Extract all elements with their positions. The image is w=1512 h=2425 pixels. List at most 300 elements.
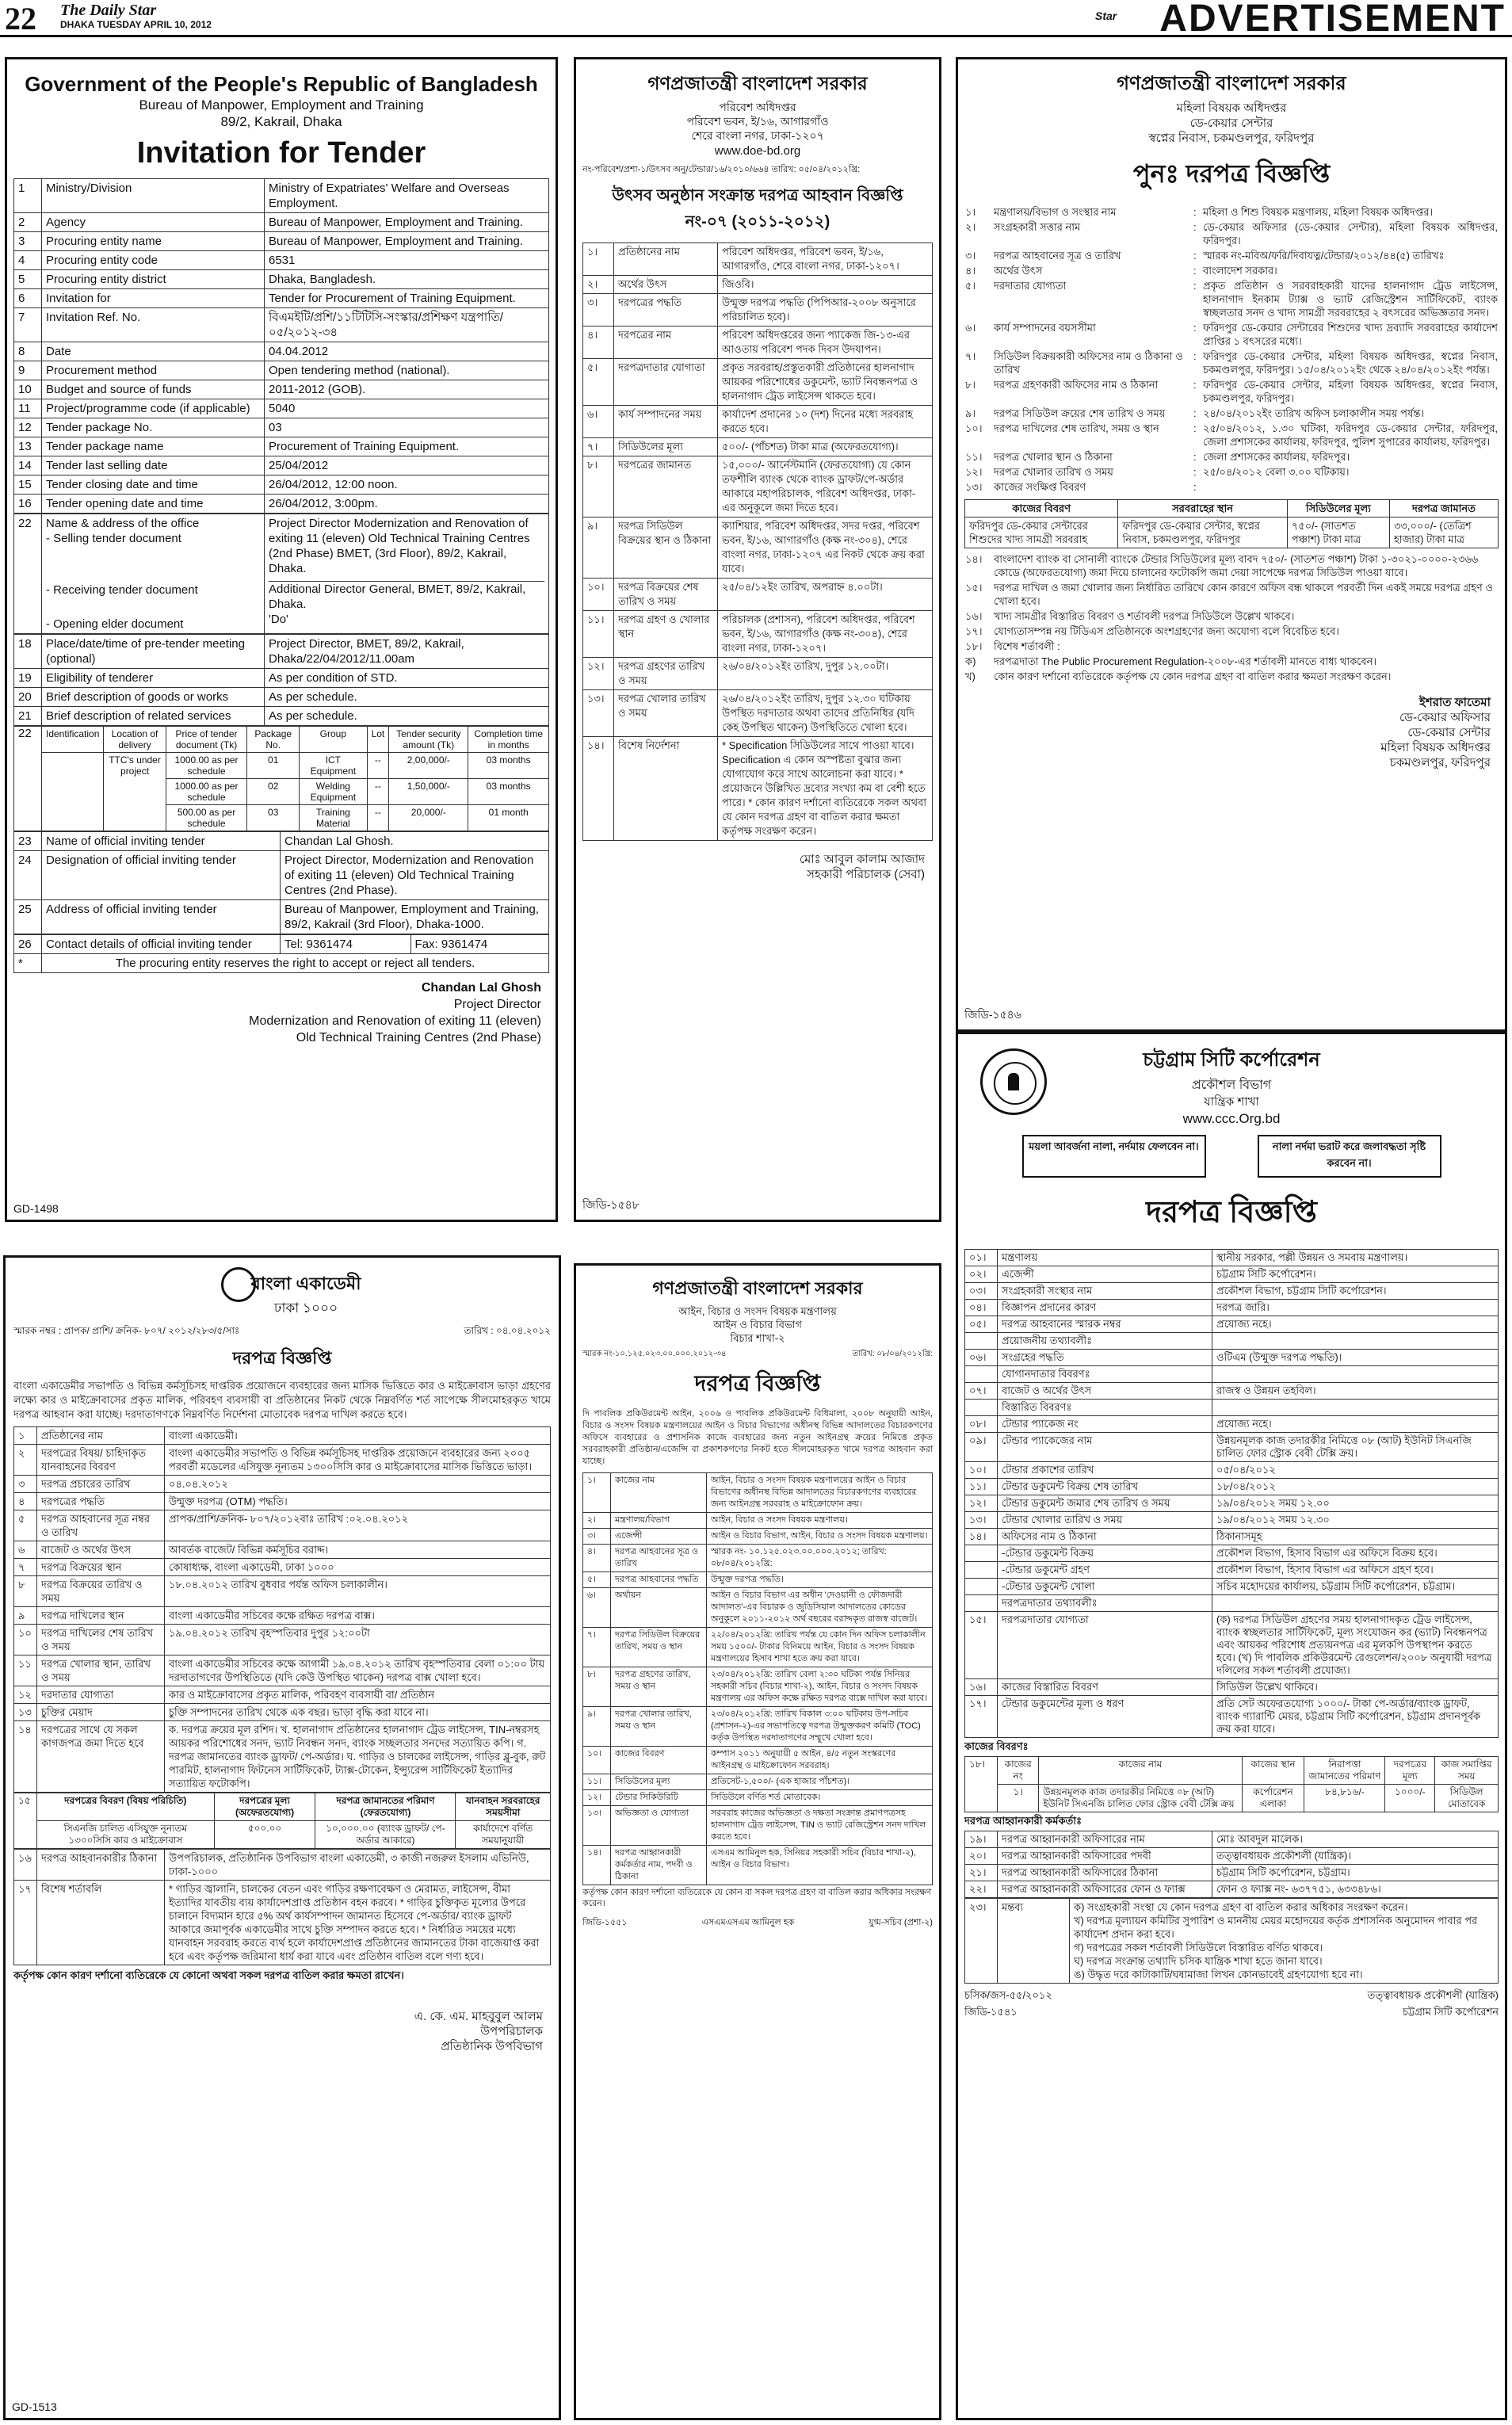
- daycare-title: গণপ্রজাতন্ত্রী বাংলাদেশ সরকার: [1117, 73, 1346, 94]
- row-value: উপপরিচালক, প্রতিষ্ঠানিক উপবিভাগ বাংলা একাডেমী, ৩ কাজী নজরুল ইসলাম এভিনিউ, ঢাকা-১০০০: [165, 1850, 551, 1881]
- table-row: [14, 635, 549, 669]
- sig-line: এ. কে. এম. মাহবুবুল আলম: [414, 2010, 543, 2023]
- row-number: ৪।: [583, 1545, 611, 1572]
- table-row: [965, 1366, 1499, 1383]
- law-line3: বিচার শাখা-২: [730, 1332, 785, 1344]
- row-value: 26/04/2012, 12:00 noon.: [265, 475, 549, 495]
- doe-heading-2: নং-০৭ (২০১১-২০১২): [685, 213, 830, 231]
- row-value: সিডিউলে বর্ণিত শর্ত মোতাবেক।: [707, 1790, 933, 1806]
- item-value: মহিলা ও শিশু বিষয়ক মন্ত্রণালয়, মহিলা বিষয়ক অধিদপ্তর।: [1203, 206, 1434, 218]
- row-value: বাংলা একাডেমীর সভাপতি ও বিভিন্ন কর্মসূচিসহ দাপ্তরিক প্রয়োজনে ব্যবহারের জন্য ২০০৫ পরবর্তী মডেলের এসিযুক্ত নূন্যতম ১৩০০সিসি কার ও মাইক্রোবাসের মাসিক ভিত্তিতে ভাড়া।: [165, 1445, 551, 1476]
- academy-date: তারিখ : ০৪.০৪.২০১২: [464, 1325, 551, 1336]
- table-row: [14, 1445, 551, 1476]
- ad-law-ministry: [574, 1263, 941, 2420]
- item-value: ফরিদপুর ডে-কেয়ার সেন্টার, মহিলা বিষয়ক অধিদপ্তর, স্বপ্নের নিবাস, চকমণ্ডলপুর, ফরিদপুর।: [1203, 379, 1498, 404]
- row-number: 5: [14, 270, 42, 289]
- sig-line: ডে-কেয়ার অফিসার: [1399, 711, 1491, 724]
- row-number: 7: [14, 308, 42, 342]
- doe-line2: পরিবেশ ভবন, ই/১৬, আগারগাঁও: [686, 115, 829, 128]
- row-number: ৯।: [583, 1707, 611, 1747]
- row-key: Tender closing date and time: [42, 475, 265, 495]
- item-number: ১২।: [965, 466, 983, 478]
- row-key: বিস্তারিত বিবরণঃ: [998, 1400, 1212, 1416]
- table-row: [583, 579, 933, 611]
- row-key: দরপত্র আহ্বানকারী কর্মকর্তার নাম, পদবী ও ঠিকানা: [611, 1846, 707, 1885]
- note-star: *: [14, 954, 42, 973]
- row-value: ২৫/০৪/১২ইং তারিখ, অপরাহ্ন ৪.০০টা।: [718, 579, 933, 611]
- row-number: 19: [14, 669, 42, 688]
- row-number: ৭।: [583, 438, 614, 456]
- item-value: ২৫/০৪/২০১২ বেলা ৩.০০ ঘটিকায়।: [1203, 466, 1350, 478]
- table-row: [965, 1462, 1499, 1479]
- table-row: [965, 1250, 1499, 1266]
- item-key: দরপত্র খোলার তারিখ ও সময়: [994, 466, 1113, 478]
- row-number: ০৫।: [965, 1316, 998, 1333]
- row-22-pkg: 03: [247, 805, 300, 831]
- ad-doe-tender: [574, 57, 941, 1222]
- item-value: ফরিদপুর ডে-কেয়ার সেন্টার, মহিলা বিষয়ক অধিদপ্তর, স্বপ্নের নিবাস, চকমণ্ডলপুর, ফরিদপুর। ১৫/০৪/২০১২ইং থেকে ২৪/০৪/২০১২ইং পর্যন্ত।: [1203, 350, 1498, 376]
- page-number: 22: [5, 1, 36, 36]
- row-key: Tender package No.: [42, 418, 265, 437]
- ccc-line2: যান্ত্রিক শাখা: [1204, 1095, 1259, 1109]
- item-number: ১০।: [965, 422, 983, 434]
- row-value: চট্টগ্রাম সিটি কর্পোরেশন, চট্টগ্রাম।: [1212, 1865, 1499, 1881]
- section-title: ADVERTISEMENT: [1159, 0, 1506, 40]
- row-15-head: দরপত্র জামানতের পরিমাণ (ফেরতযোগ্য): [315, 1793, 456, 1821]
- table-row: [14, 1541, 551, 1559]
- ccc-officer-table: [964, 1831, 1499, 1898]
- law-title: গণপ্রজাতন্ত্রী বাংলাদেশ সরকার: [652, 1278, 863, 1298]
- row-number: ৭।: [583, 1628, 611, 1667]
- row-key: টেন্ডার ডকুমেন্ট জমার শেষ তারিখ ও সময়: [998, 1495, 1212, 1512]
- row-number: ৮: [14, 1576, 37, 1607]
- row-value: উন্নয়নমূলক কাজ তদারকীর নিমিত্তে ০৮ (আট) ইউনিট সিএনজি চালিত ফোর স্ট্রোক বেবী টেক্সি ক্রয়।: [1212, 1433, 1499, 1462]
- table-row: [14, 1493, 551, 1510]
- row-key: দরপত্র গ্রহণের তারিখ, সময় ও স্থান: [611, 1667, 707, 1707]
- row-22-lot: --: [367, 779, 389, 805]
- row-22-price: 1000.00 as per schedule: [166, 779, 247, 805]
- law-gd: জিডি-১৫৫১: [582, 1918, 628, 1927]
- price-cell: ৩৩,০০০/- (তেত্রিশ হাজার) টাকা মাত্র: [1389, 517, 1498, 548]
- row-value: Bureau of Manpower, Employment and Training.: [265, 232, 549, 251]
- table-row: [14, 418, 549, 437]
- row-22-head: Identification: [42, 727, 104, 753]
- row-value: প্রযোজ্য নহে।: [1212, 1316, 1499, 1333]
- table-row: [14, 1510, 551, 1541]
- row-number: ১৪।: [583, 737, 614, 841]
- row-key: Place/date/time of pre-tender meeting (optional): [42, 635, 265, 669]
- row-value: Bureau of Manpower, Employment and Training.: [265, 213, 549, 232]
- ccc-title: চট্টগ্রাম সিটি কর্পোরেশন: [1143, 1049, 1320, 1071]
- row-value: ফোন ও ফ্যাক্স নং- ৬৩৭৭৫১, ৬৩৩৪৮৬।: [1212, 1881, 1499, 1898]
- table-row: [965, 1283, 1499, 1300]
- row-key: দরপত্র খোলার তারিখ, সময় ও স্থান: [611, 1707, 707, 1747]
- row-number: ৬।: [583, 1588, 611, 1628]
- row-number: [965, 1579, 998, 1595]
- list-item: ৬। কার্য সম্পাদনের বয়সসীমা : ফরিদপুর ডে-কেয়ার সেন্টারের শিশুদের খাদ্য দ্রব্যাদি সরবরাহের কার্যাদেশ প্রাপ্তির ১ বৎসরের মধ্যে।: [965, 322, 1498, 347]
- price-head: কাজের বিবরণ: [965, 500, 1118, 517]
- note-number: ১৮।: [965, 640, 983, 652]
- table-row: [965, 1579, 1499, 1595]
- list-item: ২। সংগ্রহকারী সত্তার নাম : ডে-কেয়ার অফিসার (ডে-কেয়ার সেন্টার), মহিলা বিষয়ক অধিদপ্তর, ফরিদপুর।: [965, 221, 1498, 246]
- row-key: অভিজ্ঞতা ও যোগ্যতা: [611, 1806, 707, 1846]
- row-key: প্রতিষ্ঠানের নাম: [37, 1427, 165, 1445]
- row-value: ১৯/০৪/২০১২ সময় ১২.৩০: [1212, 1512, 1499, 1529]
- row-value: প্রকৃত সরবরাহ/প্রস্তুতকারী প্রতিষ্ঠানের হালনাগাদ আয়কর পরিশোধের ডকুমেন্ট, ভ্যাট নিবন্ধনপত্র ও হালনাগাদ ট্রেড লাইসেন্স থাকতে হবে।: [718, 359, 933, 406]
- table-row: [583, 294, 933, 327]
- item-key: সিডিউল বিক্রয়কারী অফিসের নাম ও ঠিকানা ও তারিখ: [994, 350, 1183, 376]
- row-value: As per schedule.: [265, 707, 549, 726]
- row-key: দরপত্রের বিষয়/ চাহিদাকৃত যানবাহনের বিবরণ: [37, 1445, 165, 1476]
- table-row: [14, 1607, 551, 1625]
- note-text: খাদ্য সামগ্রীর বিস্তারিত বিবরণ ও শর্তাবলী দরপত্র সিডিউলে উল্লেখ থাকবে।: [994, 610, 1295, 622]
- table-row: [14, 342, 549, 361]
- star-logo: Star: [1095, 10, 1117, 22]
- row-number: ২।: [583, 1513, 611, 1529]
- issue-date: DHAKA TUESDAY APRIL 10, 2012: [60, 19, 212, 30]
- row-number: ০৬।: [965, 1350, 998, 1366]
- item-number: ৭।: [965, 350, 976, 362]
- list-item: ৪। অর্থের উৎস : বাংলাদেশ সরকার।: [964, 263, 1499, 278]
- law-table: [582, 1472, 933, 1885]
- row-number: ১: [14, 1427, 37, 1445]
- row-number: ৩।: [583, 294, 614, 327]
- row-key: প্রতিষ্ঠানের নাম: [614, 243, 718, 276]
- law-intro: দি পাবলিক প্রকিউরমেন্ট আইন, ২০০৬ ও পাবলিক প্রকিউরমেন্ট বিধিমালা, ২০০৮ অনুযায়ী আইন, বিচার ও সংসদ বিষয়ক মন্ত্রণালয়ের আইন ও বিচার বিভাগের অধীনস্থ বিভিন্ন আদালতের বিচারকগণের অফিসে ব্যবহারের ও প্রশাসনিক কাজে ব্যবহারের জন্য নতুন আইনগ্রন্থ ক্রয়ের নিমিত্তে প্রকৃত সরবরাহকারী প্রতিষ্ঠান/এজেন্সি বা প্রকাশকগণের নিকট হতে সীলমোহরকৃত খামে দরপত্র আহবান করা যাচ্ছে।: [582, 1409, 933, 1466]
- row-value: কোষাধ্যক্ষ, বাংলা একাডেমী, ঢাকা ১০০০: [165, 1559, 551, 1576]
- row-number: ৪: [14, 1493, 37, 1510]
- row-number: 15: [14, 475, 42, 495]
- row-key: Date: [42, 342, 265, 361]
- row-key: Procuring entity district: [42, 270, 265, 289]
- work-head: নিরাপত্তা জামানতের পরিমাণ: [1304, 1757, 1385, 1785]
- row-value: মোঃ আবদুল মালেক।: [1212, 1831, 1499, 1848]
- row-number: ১।: [583, 243, 614, 276]
- work-n: ১৮।: [965, 1757, 998, 1812]
- list-item: ১০। দরপত্র দাখিলের শেষ তারিখ, সময় ও স্থান : ২৫/০৪/২০১২, ১.৩০ ঘটিকা, ফরিদপুর ডে-কেয়ার সেন্টার, ফরিদপুর, জেলা প্রশাসকের কার্যালয়, ফরিদপুর, পুলিশ সুপারের কার্যালয়, ফরিদপুর।: [965, 422, 1498, 448]
- price-head: সিডিউলের মূল্য: [1287, 500, 1389, 517]
- academy-heading: দরপত্র বিজ্ঞপ্তি: [232, 1348, 332, 1368]
- academy-table: [13, 1426, 551, 1793]
- table-row: [965, 1383, 1499, 1400]
- row-key: -টেন্ডার ডকুমেন্ট খোলা: [998, 1579, 1212, 1595]
- row-22-head: Group: [300, 727, 367, 753]
- row-key: দরপত্র আহবানের সূত্র নম্বর ও তারিখ: [37, 1510, 165, 1541]
- table-row: [14, 380, 549, 399]
- row-value: ০৪.০৪.২০১২: [165, 1476, 551, 1493]
- note-number: ক): [965, 655, 976, 667]
- table-row: [14, 213, 549, 232]
- row-number: 21: [14, 707, 42, 726]
- row-key: টেন্ডার খোলার তারিখ ও সময়: [998, 1512, 1212, 1529]
- row-22-group: Welding Equipment: [300, 779, 367, 805]
- item-number: ৪।: [965, 265, 976, 277]
- ccc-banner-2: নালা নর্দমা ভরাট করে জলাবদ্ধতা সৃষ্টি করবেন না।: [1258, 1135, 1441, 1178]
- row-key: Eligibility of tenderer: [42, 669, 265, 688]
- row-22-lot: --: [367, 805, 389, 831]
- row-value: প্রকৌশল বিভাগ, চট্টগ্রাম সিটি কর্পোরেশন।: [1212, 1283, 1499, 1300]
- item-value: জেলা প্রশাসকের কার্যালয়, ফরিদপুর।: [1203, 451, 1350, 463]
- row-key: দরপত্রদাতার যোগ্যতা: [614, 359, 718, 406]
- table-row: [14, 456, 549, 475]
- row-15-cell: কার্যাদেশে বর্ণিত সময়ানুযায়ী: [456, 1821, 551, 1849]
- table-row: [583, 243, 933, 276]
- bureau-name: Bureau of Manpower, Employment and Training: [139, 97, 424, 113]
- tender-table: [13, 178, 549, 514]
- gd-number: GD-1498: [13, 1202, 59, 1215]
- academy-table-2: [13, 1849, 551, 1965]
- row-number: ১০।: [965, 1462, 998, 1479]
- remark-item: ক) সংগ্রহকারী সংস্থা যে কোন দরপত্র গ্রহণ বা বাতিল করার অধিকার সংরক্ষণ করেন।: [1074, 1901, 1408, 1913]
- row-value: Tender for Procurement of Training Equipment.: [265, 289, 549, 308]
- price-head: দরপত্র জামানত: [1389, 500, 1498, 517]
- row-number: ০৭।: [965, 1383, 998, 1400]
- table-row: [14, 1686, 551, 1704]
- row-number: 3: [14, 232, 42, 251]
- row-value: স্মারক নং- ১০.১২৫.০২৩.০০.০০০.২০১২; তারিখ: ০৮/০৪/২০১২খ্রি:: [707, 1545, 933, 1572]
- row-key: দরপত্র বিক্রয়ের তারিখ ও সময়: [37, 1576, 165, 1607]
- row-15-head: দরপত্রের মূল্য (অফেরতযোগ্য): [214, 1793, 315, 1821]
- row-key: দরপত্র আহবানের স্মারক নম্বর: [998, 1316, 1212, 1333]
- row-value: 5040: [265, 399, 549, 418]
- row-key: Ministry/Division: [42, 179, 265, 213]
- row-number: 18: [14, 635, 42, 669]
- ccc-website: www.ccc.Org.bd: [1182, 1111, 1281, 1126]
- row-key: বিজ্ঞাপন প্রদানের কারণ: [998, 1300, 1212, 1316]
- row-value: পরিবেশ অধিদপ্তর, পরিবেশ ভবন, ই/১৬, আগারগাঁও, শেরে বাংলা নগর, ঢাকা-১২০৭।: [718, 243, 933, 276]
- row-number: ৯: [14, 1607, 37, 1625]
- row-value: 2011-2012 (GOB).: [265, 380, 549, 399]
- academy-city: ঢাকা ১০০০: [273, 1300, 338, 1316]
- table-row: [14, 1850, 551, 1881]
- row-22-sec: 1,50,000/-: [389, 779, 468, 805]
- row-value: Open tendering method (national).: [265, 361, 549, 380]
- row-number: ৪।: [583, 327, 614, 359]
- row-26-fax: Fax: 9361474: [410, 935, 548, 954]
- ccc-remarks-key: মন্তব্য: [998, 1899, 1070, 1984]
- note-number: ১৪।: [965, 553, 983, 565]
- row-number: ১৬: [14, 1850, 37, 1881]
- daycare-line3: স্বপ্নের নিবাস, চকমণ্ডলপুর, ফরিদপুর: [1148, 132, 1315, 145]
- row-17-val3: 'Do': [269, 613, 288, 626]
- daycare-price-table: [964, 499, 1499, 548]
- item-value: ডে-কেয়ার অফিসার (ডে-কেয়ার সেন্টার), মহিলা বিষয়ক অধিদপ্তর, ফরিদপুর।: [1203, 221, 1498, 246]
- tender-row-22: [13, 726, 549, 831]
- row-key: টেন্ডার প্রকাশের তারিখ: [998, 1462, 1212, 1479]
- table-row: [583, 690, 933, 737]
- table-row: [14, 399, 549, 418]
- row-22-time: 03 months: [468, 753, 549, 779]
- list-item: ৯। দরপত্র সিডিউল ক্রয়ের শেষ তারিখ ও সময় : ২৪/০৪/২০১২ইং তারিখ অফিস চলাকালীন সময় পর্যন্ত।: [964, 406, 1499, 421]
- bureau-address: 89/2, Kakrail, Dhaka: [220, 114, 342, 129]
- row-value: প্রতিসেট-১,৫০০/- (এক হাজার পাঁচশত)।: [707, 1774, 933, 1790]
- row-key: দরপত্র আহবানকারীর ঠিকানা: [37, 1850, 165, 1881]
- row-value: উন্মুক্ত দরপত্র পদ্ধতি (পিপিআর-২০০৮ অনুসারে পরিচালিত হবে)।: [718, 294, 933, 327]
- row-number: 10: [14, 380, 42, 399]
- row-number: 24: [14, 851, 42, 900]
- row-value: সরবরাহ কাজের অভিজ্ঞতা ও দক্ষতা সংক্রান্ত প্রমাণপত্রসহ হালনাগাদ ট্রেড লাইসেন্স, TIN ও ভ্যাট রেজিস্ট্রেশন সনদ দাখিল করতে হবে।: [707, 1806, 933, 1846]
- row-value: রাজস্ব ও উন্নয়ন তহবিল।: [1212, 1383, 1499, 1400]
- table-row: [14, 832, 549, 851]
- row-number: ১০।: [583, 579, 614, 611]
- item-key: অর্থের উৎস: [994, 265, 1043, 277]
- price-cell: ফরিদপুর ডে-কেয়ার সেন্টার, স্বপ্নের নিবাস, চকমণ্ডলপুর, ফরিদপুর: [1118, 517, 1287, 548]
- row-17-key: Name & address of the office: [46, 517, 200, 530]
- row-value: [1212, 1400, 1499, 1416]
- row-number: 16: [14, 495, 42, 514]
- row-22-pkg: 02: [247, 779, 300, 805]
- row-number: ১৩।: [583, 690, 614, 737]
- row-value: বাংলা একাডেমী।: [165, 1427, 551, 1445]
- row-22-head: Completion time in months: [468, 727, 549, 753]
- row-value: প্রকৌশল বিভাগ, হিসাব বিভাগ এর অফিসে বিক্রয় হবে।: [1212, 1545, 1499, 1562]
- row-number: ১৪।: [583, 1846, 611, 1885]
- row-number: ১৫।: [965, 1612, 998, 1679]
- row-key: Invitation Ref. No.: [42, 308, 265, 342]
- row-number: ১০।: [583, 1747, 611, 1774]
- row-key: Procuring entity name: [42, 232, 265, 251]
- table-row: [14, 232, 549, 251]
- ccc-memo: চসিক/জস-৫৫/২০১২: [964, 1989, 1052, 2001]
- row-key: টেন্ডার ডকুমেন্ট বিক্রয় শেষ তারিখ: [998, 1479, 1212, 1495]
- table-row: [583, 438, 933, 456]
- table-row: [965, 1316, 1499, 1333]
- tender-row-26: [13, 934, 549, 973]
- row-number: ০৮।: [965, 1416, 998, 1433]
- ccc-remarks-n: ২৩।: [965, 1899, 998, 1984]
- row-number: ৮।: [583, 456, 614, 517]
- row-number: 4: [14, 251, 42, 270]
- row-number: ৫: [14, 1510, 37, 1541]
- row-value: As per schedule.: [265, 688, 549, 707]
- row-key: টেন্ডার প্যাকেজের নাম: [998, 1433, 1212, 1462]
- table-row: [14, 1704, 551, 1721]
- work-head: কাজের নং: [998, 1757, 1039, 1785]
- table-row: [965, 1433, 1499, 1462]
- table-row: [14, 688, 549, 707]
- item-value: [1202, 479, 1499, 495]
- item-number: ১।: [965, 206, 976, 218]
- row-value: আইন, বিচার ও সংসদ বিষয়ক মন্ত্রণালয়ের আইন ও বিচার বিভাগের অধীনস্থ বিভিন্ন আদালতের বিচারকগণের ব্যবহারের জন্য আইনগ্রন্থ সরবরাহ ও মাইক্রোফোন ক্রয়।: [707, 1473, 933, 1513]
- row-number: 11: [14, 399, 42, 418]
- note-number: ১৬।: [965, 610, 983, 622]
- row-number: ১৩।: [965, 1512, 998, 1529]
- table-row: [965, 1416, 1499, 1433]
- row-value: আইন ও বিচার বিভাগ এর অধীন 'দেওয়ানী ও ফৌজদারী আদালত'-এর বিচারক ও জুডিসিয়াল আদালতের কোডের অনুকূলে ২০১১-২০১২ অর্থ বছরের বরাদ্দকৃত রাজস্ব বাজেট।: [707, 1588, 933, 1628]
- item-value: ফরিদপুর ডে-কেয়ার সেন্টারের শিশুদের খাদ্য দ্রব্যাদি সরবরাহের কার্যাদেশ প্রাপ্তির ১ বৎসরের মধ্যে।: [1203, 322, 1498, 347]
- row-value: ১৫,০০০/- আর্নেস্টমানি (ফেরতযোগ্য) যে কোন তফশীলি ব্যাংক থেকে ব্যাংক ড্রাফট/পে-অর্ডার আকারে মহাপরিচালক, পরিবেশ অধিদপ্তর, ঢাকা-এর অনুকূলে জমা দিতে হবে।: [718, 456, 933, 517]
- row-number: ৭: [14, 1559, 37, 1576]
- work-cell: কর্পোরেশন এলাকা: [1242, 1785, 1304, 1812]
- sig-line-3: Old Technical Training Centres (2nd Phase): [296, 1031, 541, 1044]
- doe-sig-title: সহকারী পরিচালক (সেবা): [806, 868, 925, 881]
- row-number: 1: [14, 179, 42, 213]
- row-number: ২।: [583, 276, 614, 294]
- table-row: [583, 456, 933, 517]
- row-22-head: Price of tender document (Tk): [166, 727, 247, 753]
- row-key: দরপত্র গ্রহণ ও খোলার স্থান: [614, 611, 718, 658]
- work-cell: ১০০০/-: [1385, 1785, 1435, 1812]
- row-22-sec: 20,000/-: [389, 805, 468, 831]
- row-value: ১৯.০৪.২০১২ তারিখ বৃহস্পতিবার দুপুর ১২:০০টা: [165, 1625, 551, 1655]
- row-value: বাংলা একাডেমীর সচিবের কক্ষে আগামী ১৯.০৪.২০১২ তারিখ বৃহস্পতিবার বেলা ০১:০০ টায় দরদাতাগণের উপস্থিতিতে (যদি কেউ উপস্থিত থাকেন) দরপত্র বাক্স খোলা হবে।: [165, 1655, 551, 1686]
- table-row: [965, 1545, 1499, 1562]
- doe-memo: নং-পরিবেশ/প্রশা-১/উৎসব অনু/টেন্ডার/১৬/২০১০/৬৬৪ তারিখ: ০৫/০৪/২০১২খ্রি:: [582, 165, 861, 174]
- ccc-gd: জিডি-১৫৪১: [964, 2006, 1018, 2018]
- row-value: [1212, 1366, 1499, 1383]
- row-value: উন্মুক্ত দরপত্র (OTM) পদ্ধতি।: [165, 1493, 551, 1510]
- row-number: 9: [14, 361, 42, 380]
- table-row: [965, 1495, 1499, 1512]
- row-value: প্রাপক/প্রাশি/ক্রনিক- ৮০৭/২০১২বাঃ তারিখ :০২.০৪.২০১২: [165, 1510, 551, 1541]
- row-value: দরপত্র জারি।: [1212, 1300, 1499, 1316]
- row-value: ২২/০৪/২০১২খ্রি: তারিখ পর্যন্ত যে কোন দিন অফিস চলাকালীন সময় ১৫০০/- টাকার বিনিময়ে আইন, বিচার ও সংসদ বিষয়ক মন্ত্রণালয়ের হিসাব শাখা হতে ক্রয় করা যাবে।: [707, 1628, 933, 1667]
- item-key: কার্য সম্পাদনের বয়সসীমা: [994, 322, 1096, 334]
- page-header: [0, 0, 1512, 40]
- row-value: Ministry of Expatriates' Welfare and Overseas Employment.: [265, 179, 549, 213]
- row-value: (ক) দরপত্র সিডিউল গ্রহণের সময় হালনাগাদকৃত ট্রেড লাইসেন্স, ব্যাংক স্বচ্ছলতার সার্টিফিকেট, মূল্য সংযোজন কর (ভ্যাট) নিবন্ধনপত্র এবং আয়কর পরিশোধ প্রত্যয়নপত্র এর মূলকপি উপস্থাপন করতে হবে। (খ) দি পাবলিক প্রকিউরমেন্ট রেগুলেশন/২০০৮ অনুযায়ী দরপত্র দলিলের সকল শর্তাবলী প্রযোজ্য।: [1212, 1612, 1499, 1679]
- item-value: প্রকৃত প্রতিষ্ঠান ও সরবরাহকারী যাদের হালনাগাদ ট্রেড লাইসেন্স, হালনাগাদ ইনকাম ট্যাক্স ও ভ্যাট রেজিস্ট্রেশন সার্টিফিকেট, ব্যাংক স্বচ্ছলতার সনদ ও খাদ্য সামগ্রী সরবরাহের ২ বৎসরের অভিজ্ঞতার সনদ।: [1203, 280, 1498, 319]
- row-key: Brief description of related services: [42, 707, 265, 726]
- row-number: ০১।: [965, 1250, 998, 1266]
- row-number: ১৭।: [965, 1696, 998, 1738]
- row-value: Dhaka, Bangladesh.: [265, 270, 549, 289]
- row-number: ১৯।: [965, 1831, 998, 1848]
- row-value: আবর্তক বাজেট/ বিভিন্ন কর্মসূচির বরাদ্দ।: [165, 1541, 551, 1559]
- row-22-price: 500.00 as per schedule: [166, 805, 247, 831]
- table-row: [583, 359, 933, 406]
- sig-line: ইশরাত ফাতেমা: [1419, 696, 1491, 709]
- row-15-cell: সিএনজি চালিত এসিযুক্ত নূন্যতম ১৩০০সিসি কার ও মাইক্রোবাস: [37, 1821, 215, 1849]
- daycare-heading: পুনঃ দরপত্র বিজ্ঞপ্তি: [1132, 159, 1331, 188]
- table-row: [14, 437, 549, 456]
- list-item: ৭। সিডিউল বিক্রয়কারী অফিসের নাম ও ঠিকানা ও তারিখ : ফরিদপুর ডে-কেয়ার সেন্টার, মহিলা বিষয়ক অধিদপ্তর, স্বপ্নের নিবাস, চকমণ্ডলপুর, ফরিদপুর। ১৫/০৪/২০১২ইং থেকে ২৪/০৪/২০১২ইং পর্যন্ত।: [965, 350, 1498, 376]
- table-row: [965, 1831, 1499, 1848]
- row-number: ১১: [14, 1655, 37, 1686]
- table-row: [14, 1881, 551, 1965]
- work-cell: ৮৪,৮১৬/-: [1304, 1785, 1385, 1812]
- note-text: দরপত্রদাতা The Public Procurement Regulation-২০০৮-এর শর্তাবলী মানতে বাধ্য থাকবেন।: [994, 655, 1377, 667]
- row-key: Tender package name: [42, 437, 265, 456]
- row-key: টেন্ডার ডকুমেন্টের মূল্য ও ধরণ: [998, 1696, 1212, 1738]
- work-head: দরপত্রের মূল্য: [1385, 1757, 1435, 1785]
- row-22-time: 03 months: [468, 779, 549, 805]
- item-value: ২৪/০৪/২০১২ইং তারিখ অফিস চলাকালীন সময় পর্যন্ত।: [1203, 407, 1425, 419]
- row-17-n: 22: [14, 514, 42, 634]
- row-value: ৫০০/- (পাঁচশত) টাকা মাত্র (অফেরতযোগ্য)।: [718, 438, 933, 456]
- row-value: পরিবেশ অধিদপ্তরের জন্য প্যাকেজ জি-১৩-এর আওতায় পরিবেশ পদক দিবস উদযাপন।: [718, 327, 933, 359]
- table-row: [583, 1545, 933, 1572]
- row-number: ৫।: [583, 1572, 611, 1588]
- row-key: যোগানদাতার বিবরণঃ: [998, 1366, 1212, 1383]
- table-row: [583, 1790, 933, 1806]
- ccc-logo: [980, 1048, 1047, 1115]
- row-key: Procurement method: [42, 361, 265, 380]
- academy-logo: [221, 1267, 256, 1302]
- row-value: প্রযোজ্য নহে।: [1212, 1416, 1499, 1433]
- row-value: ক্যাশিয়ার, পরিবেশ অধিদপ্তর, সদর দপ্তর, পরিবেশ ভবন, ই/১৬, আগারগাঁও (কক্ষ নং-৩০৪), শেরে বাংলা নগর, ঢাকা-১২০৭ এর নিকট থেকে ক্রয় করা যাবে।: [718, 517, 933, 579]
- row-22-group: Training Material: [300, 805, 367, 831]
- gov-title: Government of the People's Republic of Bangladesh: [25, 72, 538, 96]
- sig-line: ডে-কেয়ার সেন্টার: [1407, 726, 1491, 739]
- table-row: [583, 1529, 933, 1545]
- row-number: ১৪: [14, 1721, 37, 1793]
- table-row: [583, 1513, 933, 1529]
- academy-intro: বাংলা একাডেমীর সভাপতি ও বিভিন্ন কর্মসূচিসহ দাপ্তরিক প্রয়োজনে ব্যবহারের জন্য মাসিক ভিত্তিতে কার ও মাইক্রোবাস ভাড়া গ্রহণের লক্ষ্যে কার ও মাইক্রোবাসের প্রকৃত মালিক, পরিবহণ ব্যবসায়ী বা প্রতিষ্ঠানের নিকট থেকে নিম্নবর্ণিত শর্ত সাপেক্ষে সীলমোহরকৃত খামে দরপত্র আহবান করা যাচ্ছে। দরদাতাগণকে নিম্নবর্ণিত নির্দেশনা মোতাবেক দরপত্র দাখিল করতে হবে।: [13, 1380, 551, 1420]
- ad-bangla-academy: [3, 1255, 561, 2420]
- row-key: দরদাতার যোগ্যতা: [37, 1686, 165, 1704]
- table-row: [14, 1625, 551, 1655]
